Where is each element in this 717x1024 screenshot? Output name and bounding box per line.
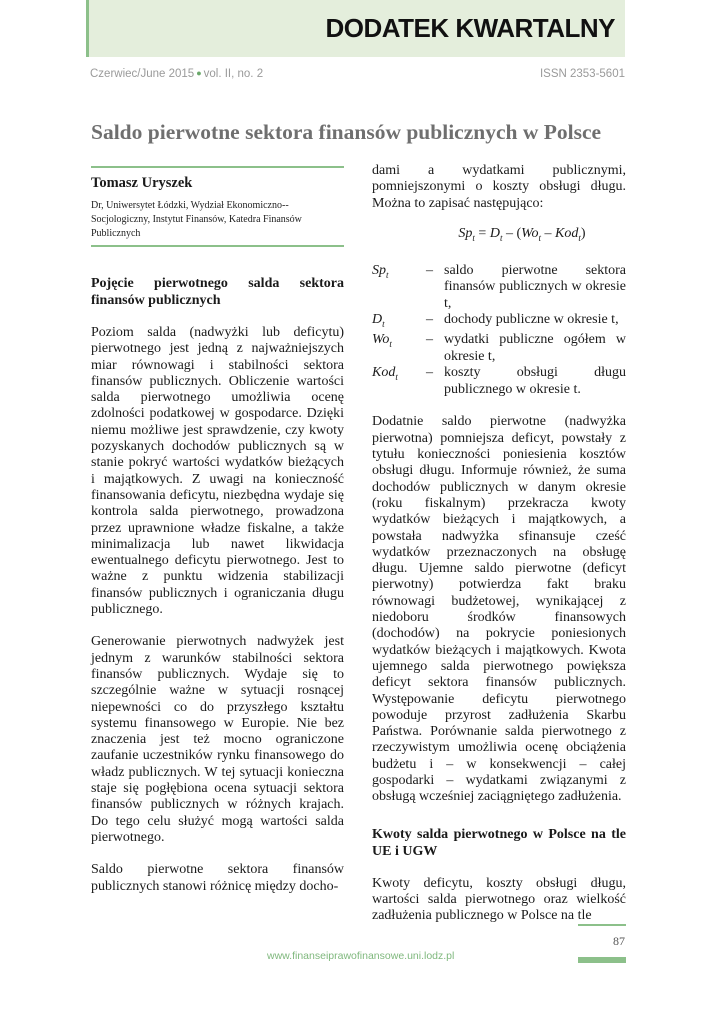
paragraph: Saldo pierwotne sektora finansów publicznych stanowi różnicę między docho-	[91, 862, 344, 894]
definition-symbol: Kod$_t$	[372, 365, 398, 383]
definition-symbol: $D_t$	[372, 312, 385, 329]
definition-dash: –	[426, 262, 433, 278]
paragraph: Kwoty deficytu, koszty obsługi długu, wartości salda pierwotnego oraz wielkość zadłużenia publicznego w Polsce na tle	[372, 875, 626, 924]
issue-info	[90, 68, 263, 80]
definition-dash: –	[426, 312, 433, 328]
section-heading-2: Kwoty salda pierwotnego w Polsce na tle UE i UGW	[372, 826, 626, 859]
paragraph: Poziom salda (nadwyżki lub deficytu) pierwotnego jest jedną z najważniejszych miar równowagi i stabilności sektora finansów publicznych. Obliczenie wartości salda pierwotnego umożliwia ocenę zdolności podatkowej w gospodarce. Dzięki niemu możliwe jest sprawdzenie, czy kwoty pozyskanych dochodów publicznych są w stanie pokryć wartości wydatków bieżących i majątkowych. Z uwagi na konieczność finansowania deficytu, niezbędna wydaje się kontrola salda pierwotnego, prowadzona przez uprawnione władze fiskalne, a także minimalizacja lub nawet likwidacja ewentualnego deficytu pierwotnego. Jest to ważne z punktu widzenia stabilizacji finansów publicznych i ograniczania długu publicznego.	[91, 325, 344, 618]
journal-url-link[interactable]: www.finanseiprawofinansowe.uni.lodz.pl	[267, 950, 455, 962]
issue-date: Czerwiec/June 2015	[90, 68, 195, 80]
author-affiliation: Dr, Uniwersytet Łódzki, Wydział Ekonomiczno--Socjologiczny, Instytut Finansów, Katedra Finansów Publicznych	[91, 200, 302, 239]
paragraph: dami a wydatkami publicznymi, pomniejszonymi o koszty obsługi długu. Można to zapisać następująco:	[372, 163, 626, 211]
footer-bar	[578, 957, 626, 963]
footer-rule	[578, 924, 626, 926]
author-rule-top	[91, 166, 344, 168]
paragraph: Dodatnie saldo pierwotne (nadwyżka pierwotna) pomniejsza deficyt, powstały z tytułu konieczności poniesienia kosztów obsługi długu. Informuje również, że suma dochodów publicznych w danym okresie (roku fiskalnym) przekracza kwoty wydatków bieżących i majątkowych, a powstała nadwyżka sfinansuje cześć wydatków przeznaczonych na obsługę długu. Ujemne saldo pierwotne (deficyt pierwotny) potwierdza fakt braku równowagi budżetowej, wynikającej z niedoboru środków finansowych (dochodów) na pokrycie poniesionych wydatków bieżących i majątkowych. Kwota ujemnego salda pierwotnego powiększa deficyt sektora finansów publicznych. Występowanie deficytu pierwotnego powoduje przyrost zadłużenia Skarbu Państwa. Porównanie salda pierwotnego z rzeczywistym umożliwia ocenę obciążenia budżetu i – w konsekwencji – całej gospodarki – wydatkami związanymi z obsługą wcześniej zaciągniętego zadłużenia.	[372, 414, 626, 805]
author-name: Tomasz Uryszek	[91, 175, 193, 191]
definition-text: wydatki publiczne ogółem w okresie t,	[444, 332, 626, 364]
bullet-icon: ●	[196, 68, 202, 78]
article-title: Saldo pierwotne sektora finansów publicznych w Polsce	[91, 120, 602, 144]
definition-dash: –	[426, 365, 433, 381]
formula: $Sp_t = D_t - (Wo_t - Kod_t)$	[458, 225, 586, 243]
left-column	[91, 166, 344, 895]
issn: ISSN 2353-5601	[539, 68, 625, 80]
journal-header-title: DODATEK KWARTALNY	[325, 13, 615, 43]
definition-text: koszty obsługi długu publicznego w okresie t.	[444, 365, 626, 397]
issue-volume: vol. II, no. 2	[203, 68, 264, 80]
definition-text: dochody publiczne w okresie t,	[444, 312, 619, 328]
journal-header-band	[86, 0, 625, 57]
author-rule-bottom	[91, 245, 344, 247]
right-column	[372, 163, 626, 925]
paragraph: Generowanie pierwotnych nadwyżek jest jednym z warunków stabilności sektora finansów publicznych. Wydaje się to szczególnie ważne w sytuacji rosnącej niepewności co do przyszłego kształtu systemu finansowego w Europie. Nie bez znaczenia jest też mocno ograniczone zaufanie uczestników rynku finansowego do władz publicznych. W tej sytuacji konieczna staje się pogłębiona ocena sytuacji sektora finansów publicznych w różnych krajach. Do tego celu służyć mogą wartości salda pierwotnego.	[91, 634, 344, 845]
definition-text: saldo pierwotne sektora finansów publicznych w okresie t,	[444, 262, 626, 311]
section-heading-1: Pojęcie pierwotnego salda sektora finansów publicznych	[91, 276, 344, 308]
definition-dash: –	[426, 332, 433, 348]
page-number: 87	[613, 934, 625, 948]
definition-list	[372, 263, 626, 399]
definition-symbol: $Sp_t$	[372, 262, 389, 280]
definition-symbol: $Wo_t$	[372, 332, 392, 350]
